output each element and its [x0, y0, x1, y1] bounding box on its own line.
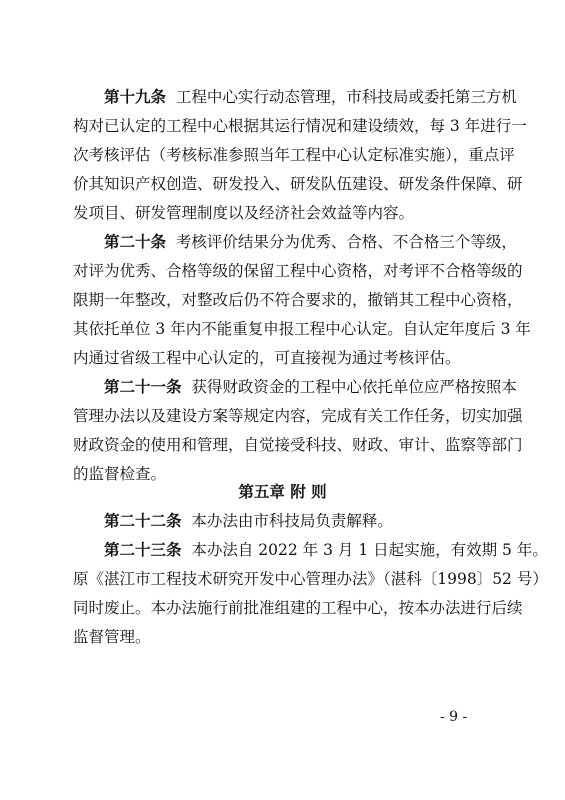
article-23-text: 本办法自 2022 年 3 月 1 日起实施，有效期 5 年。: [191, 541, 548, 559]
article-20-line-2: 对评为优秀、合格等级的保留工程中心资格，对考评不合格等级的: [73, 262, 523, 280]
article-23-heading: 第二十三条: [104, 541, 182, 559]
article-19-heading: 第十九条: [104, 88, 167, 106]
article-23-line-1: [0, 536, 565, 565]
article-21-heading: 第二十一条: [104, 378, 182, 396]
article-21-text: 获得财政资金的工程中心依托单位应严格按照本: [191, 378, 517, 396]
article-22-text: 本办法由市科技局负责解释。: [191, 512, 393, 530]
article-19-line-5: 发项目、研发管理制度以及经济社会效益等内容。: [73, 204, 415, 222]
chapter-title: 第五章 附 则: [238, 483, 327, 501]
article-20-line-3: 限期一年整改，对整改后仍不符合要求的，撤销其工程中心资格，: [73, 291, 523, 309]
article-20-text: 考核评价结果分为优秀、合格、不合格三个等级，: [175, 233, 517, 251]
article-19-line-4: 价其知识产权创造、研发投入、研发队伍建设、研发条件保障、研: [73, 175, 523, 193]
article-22-line-1: [0, 507, 565, 536]
article-23-line-4: 监督管理。: [73, 628, 151, 646]
article-19-line-3: 次考核评估（考核标准参照当年工程中心认定标准实施），重点评: [73, 146, 515, 164]
article-20-line-4: 其依托单位 3 年内不能重复申报工程中心认定。自认定年度后 3 年: [73, 320, 531, 338]
article-21-line-3: 财政资金的使用和管理，自觉接受科技、财政、审计、监察等部门: [73, 436, 523, 454]
article-23-line-3: 同时废止。本办法施行前批准组建的工程中心，按本办法进行后续: [73, 599, 523, 617]
article-23-line-2: 原《湛江市工程技术研究开发中心管理办法》（湛科〔1998〕52 号）: [73, 570, 548, 588]
page-number: - 9 -: [440, 709, 468, 725]
article-19-line-2: 构对已认定的工程中心根据其运行情况和建设绩效，每 3 年进行一: [73, 117, 527, 135]
article-21-line-2: 管理办法以及建设方案等规定内容，完成有关工作任务，切实加强: [73, 407, 523, 425]
article-20-line-1: [0, 228, 565, 257]
article-20-line-5: 内通过省级工程中心认定的，可直接视为通过考核评估。: [73, 349, 461, 367]
article-22-heading: 第二十二条: [104, 512, 182, 530]
article-19-line-1: [0, 83, 565, 112]
article-20-heading: 第二十条: [104, 233, 167, 251]
article-19-text: 工程中心实行动态管理，市科技局或委托第三方机: [175, 88, 517, 106]
article-21-line-4: 的监督检查。: [73, 465, 167, 483]
article-21-line-1: [0, 373, 565, 402]
